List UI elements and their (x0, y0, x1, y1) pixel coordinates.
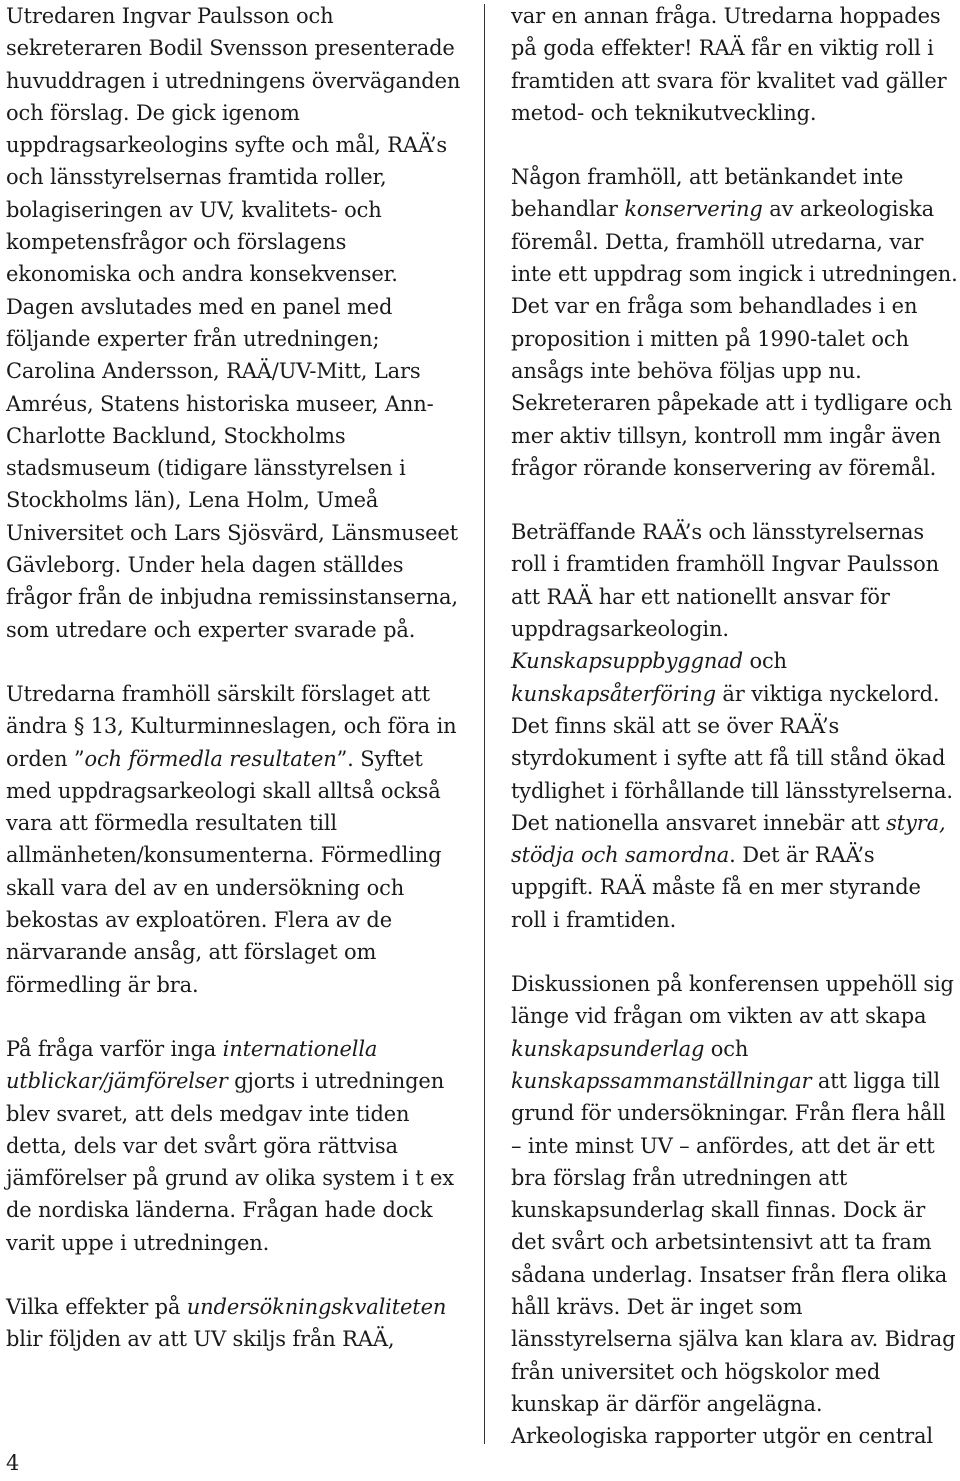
left-column (6, 0, 468, 1356)
page-number: 4 (6, 1451, 20, 1475)
paragraph-proposal-kml: Utredarna framhöll särskilt förslaget att ändra § 13, Kulturminneslagen, och föra in orden ”och förmedla resultaten”. Syftet med uppdragsarkeologi skall alltså också vara att förmedla resultaten till allmänheten/konsumenterna. Förmedling skall vara del av en undersökning och bekostas av exploatören. Flera av de närvarande ansåg, att förslaget om förmedling är bra. (6, 681, 457, 997)
paragraph-presentation: Utredaren Ingvar Paulsson och sekreteraren Bodil Svensson presenterade huvuddragen i utredningens överväganden och förslag. De gick igenom uppdragsarkeologins syfte och mål, RAÄ’s och länsstyrelsernas framtida roller, bolagiseringen av UV, kvalitets- och kompetensfrågor och förslagens ekonomiska och andra konsekvenser. Dagen avslutades med en panel med följande experter från utredningen; Carolina Andersson, RAÄ/UV-Mitt, Lars Amréus, Statens historiska museer, Ann-Charlotte Backlund, Stockholms stadsmuseum (tidigare länsstyrelsen i Stockholms län), Lena Holm, Umeå Universitet och Lars Sjösvärd, Länsmuseet Gävleborg. Under hela dagen ställdes frågor från de inbjudna remissinstanserna, som utredare och experter svarade på. (6, 4, 461, 642)
paragraph-raa-role: Beträffande RAÄ’s och länsstyrelsernas roll i framtiden framhöll Ingvar Paulsson att RAÄ har ett nationellt ansvar för uppdragsarkeologin. Kunskapsuppbyggnad och kunskapsåterföring är viktiga nyckelord. Det finns skäl att se över RAÄ’s styrdokument i syfte att få till stånd ökad tydlighet i förhållande till länsstyrelserna. Det nationella ansvaret innebär att styra, stödja och samordna. Det är RAÄ’s uppgift. RAÄ måste få en mer styrande roll i framtiden. (511, 520, 953, 932)
paragraph-knowledge-base: Diskussionen på konferensen uppehöll sig länge vid frågan om vikten av att skapa kunskapsunderlag och kunskapssammanställningar att ligga till grund för undersökningar. Från flera håll – inte minst UV – anfördes, att det är ett bra förslag från utredningen att kunskapsunderlag skall finnas. Dock är det svårt och arbetsintensivt att ta fram sådana underlag. Insatser från flera olika håll krävs. Det är inget som länsstyrelserna själva kan klara av. Bidrag från universitet och högskolor med kunskap är därför angelägna. Arkeologiska rapporter utgör en central (511, 972, 956, 1449)
paragraph-quality: Vilka effekter på undersökningskvaliteten blir följden av att UV skiljs från RAÄ, (6, 1294, 447, 1352)
right-column (511, 0, 960, 1452)
paragraph-conservation: Någon framhöll, att betänkandet inte behandlar konservering av arkeologiska föremål. Detta, framhöll utredarna, var inte ett uppdrag som ingick i utredningen. Det var en fråga som behandlades i en proposition i mitten på 1990-talet och ansågs inte behöva följas upp nu. Sekreteraren påpekade att i tydligare och mer aktiv tillsyn, kontroll mm ingår även frågor rörande konservering av föremål. (511, 165, 958, 480)
section-symbol: § (73, 714, 85, 739)
paragraph-effects: var en annan fråga. Utredarna hoppades på goda effekter! RAÄ får en viktig roll i framtiden att svara för kvalitet vad gäller metod- och teknikutveckling. (511, 4, 947, 125)
paragraph-international: På fråga varför inga internationella utblickar/jämförelser gjorts i utredningen blev svaret, att dels medgav inte tiden detta, dels var det svårt göra rättvisa jämförelser på grund av olika system i t ex de nordiska länderna. Frågan hade dock varit uppe i utredningen. (6, 1036, 455, 1255)
column-divider (484, 4, 485, 1444)
